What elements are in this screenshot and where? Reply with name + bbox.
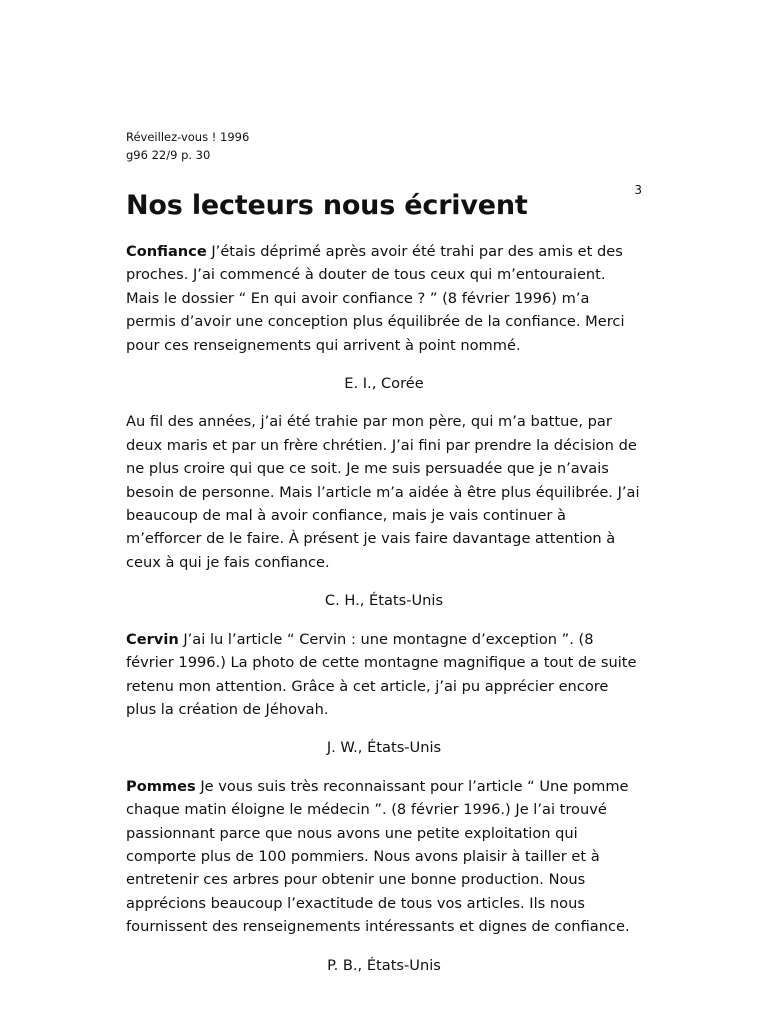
- letter-paragraph-confiance: [126, 240, 642, 357]
- letter-paragraph-confiance-2: [126, 410, 642, 574]
- letter-text: J’ai lu l’article “ Cervin : une montagne d’exception ”. (8 février 1996.) La photo de cette montagne magnifique a tout de suite retenu mon attention. Grâce à cet article, j’ai pu apprécier encore plus la création de Jéhovah.: [126, 630, 637, 718]
- article-page: [126, 128, 642, 992]
- letter-text: J’étais déprimé après avoir été trahi par des amis et des proches. J’ai commencé à douter de tous ceux qui m’entouraient. Mais le dossier “ En qui avoir confiance ? ” (8 février 1996) m’a permis d’avoir une conception plus équilibrée de la confiance. Merci pour ces renseignements qui arrivent à point nommé.: [126, 243, 625, 354]
- publication-reference: g96 22/9 p. 30: [126, 148, 211, 162]
- letter-topic: Cervin: [126, 630, 179, 648]
- letter-signature: P. B., États-Unis: [327, 956, 441, 974]
- letter-signature: C. H., États-Unis: [324, 592, 444, 610]
- page-title: Nos lecteurs nous écrivent: [126, 190, 528, 221]
- letter-topic: Confiance: [126, 243, 207, 260]
- letter-text: Au fil des années, j’ai été trahie par mon père, qui m’a battue, par deux maris et par un frère chrétien. J’ai fini par prendre la décision de ne plus croire qui que ce soit. Je me suis persuadée que je n’avais besoin de personne. Mais l’article m’a aidée à être plus équilibrée. J’ai beaucoup de mal à avoir confiance, mais je vais continuer à m’efforcer de le faire. À présent je vais faire davantage attention à ceux à qui je fais confiance.: [126, 413, 640, 571]
- letter-paragraph-cervin: [126, 628, 642, 722]
- publication-name: Réveillez-vous ! 1996: [126, 130, 250, 144]
- letter-signature: E. I., Corée: [344, 375, 424, 393]
- letter-signature: J. W., États-Unis: [326, 739, 442, 757]
- corner-mark: 3: [634, 183, 642, 197]
- letter-text: Je vous suis très reconnaissant pour l’article “ Une pomme chaque matin éloigne le médecin ”. (8 février 1996.) Je l’ai trouvé passionnant parce que nous avons une petite exploitation qui comporte plus de 100 pommiers. Nous avons plaisir à tailler et à entretenir ces arbres pour obtenir une bonne production. Nous apprécions beaucoup l’exactitude de tous vos articles. Ils nous fournissent des renseignements intéressants et dignes de confiance.: [126, 777, 630, 936]
- letter-paragraph-pommes: [126, 775, 642, 939]
- letter-topic: Pommes: [126, 777, 196, 795]
